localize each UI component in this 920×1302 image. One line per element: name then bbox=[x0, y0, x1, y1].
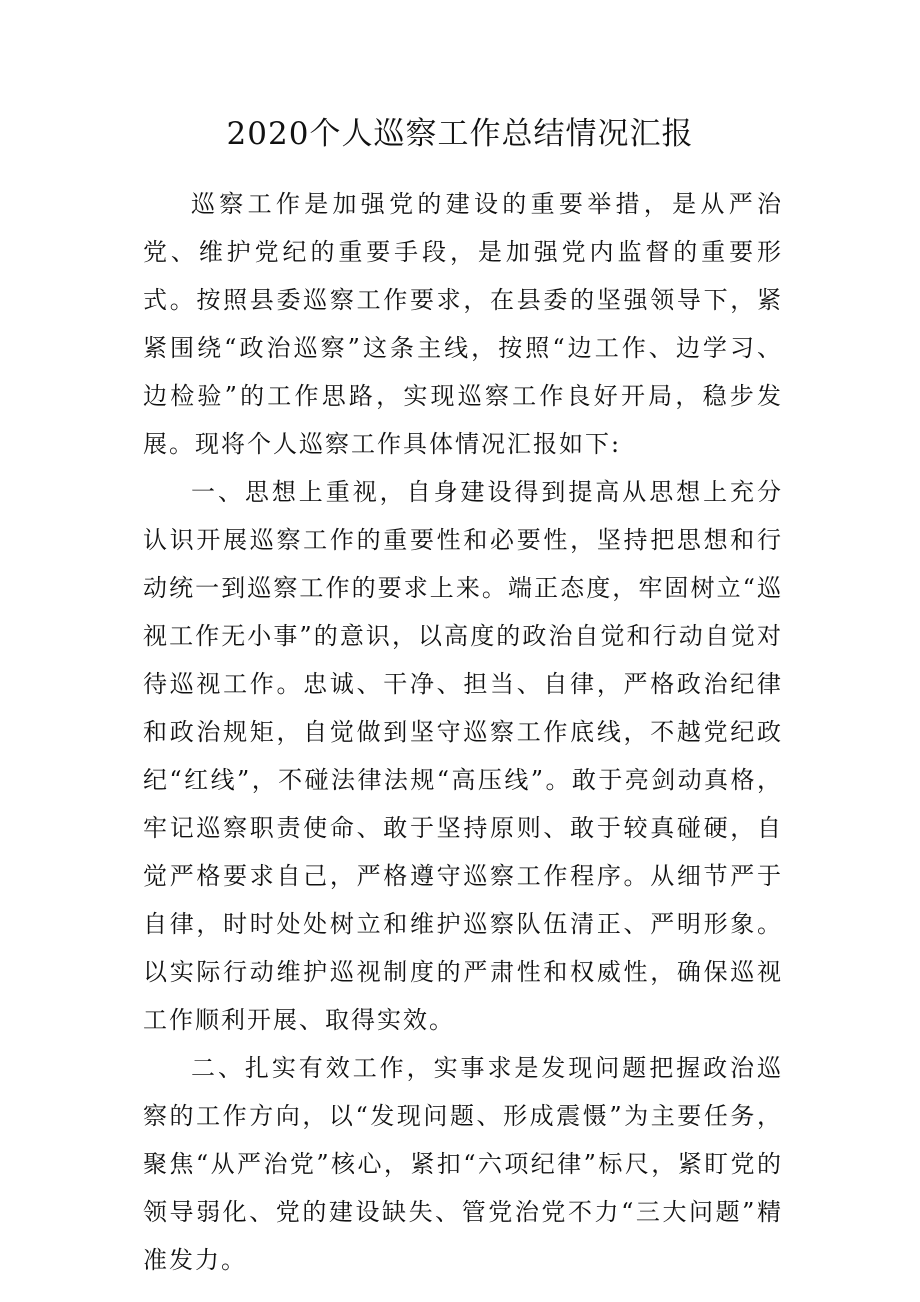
paragraph-section-one: 一、思想上重视，自身建设得到提高从思想上充分认识开展巡察工作的重要性和必要性，坚持把思想和行动统一到巡察工作的要求上来。端正态度，牢固树立“巡视工作无小事”的意识，以高度的政治自觉和行动自觉对待巡视工作。忠诚、干净、担当、自律，严格政治纪律和政治规矩，自觉做到坚守巡察工作底线，不越党纪政纪“红线”，不碰法律法规“高压线”。敢于亮剑动真格，牢记巡察职责使命、敢于坚持原则、敢于较真碰硬，自觉严格要求自己，严格遵守巡察工作程序。从细节严于自律，时时处处树立和维护巡察队伍清正、严明形象。以实际行动维护巡视制度的严肃性和权威性，确保巡视工作顺利开展、取得实效。 bbox=[143, 478, 783, 1034]
paragraph-intro: 巡察工作是加强党的建设的重要举措，是从严治党、维护党纪的重要手段，是加强党内监督的重要形式。按照县委巡察工作要求，在县委的坚强领导下，紧紧围绕“政治巡察”这条主线，按照“边工作、边学习、边检验”的工作思路，实现巡察工作良好开局，稳步发展。现将个人巡察工作具体情况汇报如下: bbox=[143, 190, 783, 458]
document-title: 2020个人巡察工作总结情况汇报 bbox=[226, 116, 694, 152]
document-body bbox=[143, 180, 783, 1284]
paragraph-section-two: 二、扎实有效工作，实事求是发现问题把握政治巡察的工作方向，以“发现问题、形成震慑”为主要任务，聚焦“从严治党”核心，紧扣“六项纪律”标尺，紧盯党的领导弱化、党的建设缺失、管党治党不力“三大问题”精准发力。 bbox=[143, 1054, 783, 1274]
